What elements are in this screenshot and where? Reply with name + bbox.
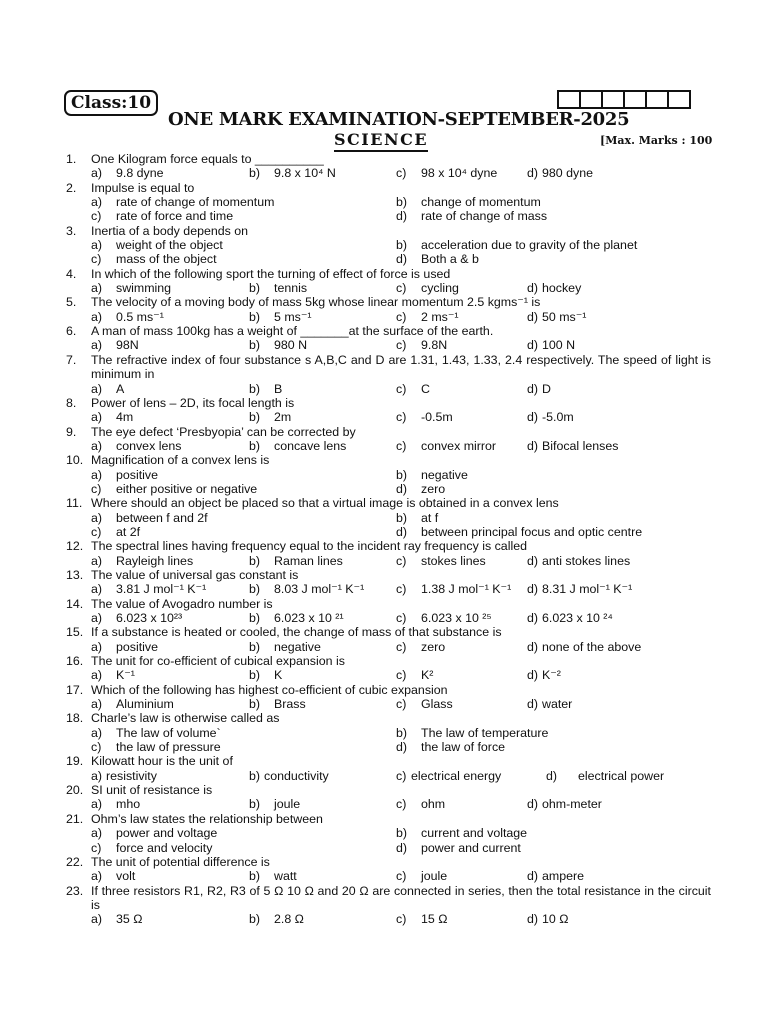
question-number: 13.	[66, 567, 84, 582]
option-text: 980 N	[274, 338, 308, 353]
option-letter: b)	[249, 768, 261, 783]
options-row	[0, 195, 768, 209]
question-text: SI unit of resistance is	[91, 783, 213, 798]
option-letter: a)	[91, 797, 103, 812]
question-number: 3.	[66, 223, 77, 238]
option-letter: c)	[396, 668, 407, 683]
option-letter: d)	[396, 481, 408, 496]
question-stem	[0, 597, 768, 611]
options-row	[0, 797, 768, 811]
question-text: Where should an object be placed so that a virtual image is obtained in a convex lens	[91, 496, 559, 511]
option-text: negative	[421, 467, 468, 482]
option-text: B	[274, 381, 283, 396]
option-letter: c)	[396, 281, 407, 296]
question-stem	[0, 654, 768, 668]
option-text: Rayleigh lines	[116, 553, 194, 568]
option-letter: c)	[91, 840, 102, 855]
option-letter: d)	[396, 252, 408, 267]
option-text: anti stokes lines	[542, 553, 631, 568]
option-letter: c)	[396, 338, 407, 353]
options-row	[0, 611, 768, 625]
option-letter: a)	[91, 281, 103, 296]
option-text: 4m	[116, 410, 134, 425]
option-text: convex mirror	[421, 438, 497, 453]
option-text: volt	[116, 869, 136, 884]
option-letter: c)	[396, 553, 407, 568]
options-row	[0, 482, 768, 496]
option-letter: d)	[396, 209, 408, 224]
option-letter: c)	[396, 639, 407, 654]
option-letter: a)	[91, 912, 103, 927]
option-letter: a)	[91, 195, 103, 210]
option-text: C	[421, 381, 430, 396]
option-text: K⁻¹	[116, 668, 135, 683]
question-number: 11.	[66, 496, 83, 511]
option-text: positive	[116, 467, 159, 482]
question-number: 16.	[66, 654, 84, 669]
option-text: rate of force and time	[116, 209, 234, 224]
option-text: power and voltage	[116, 826, 218, 841]
option-letter: b)	[396, 510, 408, 525]
option-letter: a)	[91, 438, 103, 453]
option-text: The law of temperature	[421, 725, 549, 740]
option-text: 15 Ω	[421, 912, 448, 927]
option-text: 35 Ω	[116, 912, 143, 927]
register-number-box	[579, 90, 603, 109]
option-text: 2 ms⁻¹	[421, 309, 459, 324]
option-letter: d)	[527, 611, 539, 625]
option-text: power and current	[421, 840, 521, 855]
option-text: 6.023 x 10 ²⁵	[421, 611, 492, 625]
option-letter: d)	[396, 840, 408, 855]
question-stem	[0, 711, 768, 725]
option-text: between f and 2f	[116, 510, 208, 525]
option-text: 8.03 J mol⁻¹ K⁻¹	[274, 582, 365, 597]
question-stem	[0, 295, 768, 309]
option-text: K⁻²	[542, 668, 561, 683]
option-letter: b)	[249, 611, 261, 625]
option-letter: a)	[91, 166, 103, 181]
question-stem	[0, 754, 768, 768]
option-text: 8.31 J mol⁻¹ K⁻¹	[542, 582, 633, 597]
option-text: acceleration due to gravity of the planet	[421, 238, 638, 253]
option-text: resistivity	[106, 768, 157, 783]
option-letter: d)	[527, 338, 539, 353]
question-number: 1.	[66, 152, 77, 166]
option-letter: c)	[396, 768, 407, 783]
option-text: current and voltage	[421, 826, 528, 841]
option-letter: d)	[527, 912, 539, 927]
option-letter: a)	[91, 668, 103, 683]
options-row	[0, 310, 768, 324]
options-row	[0, 640, 768, 654]
question-stem	[0, 396, 768, 410]
question-number: 23.	[66, 883, 84, 898]
option-letter: c)	[91, 209, 102, 224]
question-number: 4.	[66, 266, 77, 281]
option-letter: a)	[91, 381, 103, 396]
question-number: 15.	[66, 625, 84, 640]
options-row	[0, 769, 768, 783]
option-letter: d)	[527, 410, 539, 425]
exam-title: ONE MARK EXAMINATION-SEPTEMBER-2025	[168, 109, 630, 130]
question-number: 18.	[66, 711, 84, 726]
question-number: 19.	[66, 754, 84, 769]
question-stem	[0, 855, 768, 869]
option-letter: a)	[91, 582, 103, 597]
question-stem	[0, 496, 768, 510]
options-row	[0, 338, 768, 352]
option-letter: a)	[91, 611, 103, 625]
question-stem	[0, 224, 768, 238]
option-letter: d)	[396, 740, 408, 755]
question-number: 22.	[66, 854, 84, 869]
option-letter: d)	[527, 639, 539, 654]
question-text: Inertia of a body depends on	[91, 223, 249, 238]
option-letter: a)	[91, 338, 103, 353]
option-text: water	[542, 697, 573, 712]
option-text: positive	[116, 639, 159, 654]
option-letter: b)	[396, 826, 408, 841]
option-text: ohm-meter	[542, 797, 602, 812]
option-text: electrical energy	[411, 768, 502, 783]
option-letter: a)	[91, 869, 103, 884]
option-text: rate of change of momentum	[116, 195, 275, 210]
option-text: 9.8N	[421, 338, 448, 353]
question-text: The value of Avogadro number is	[91, 596, 273, 611]
option-text: 98N	[116, 338, 139, 353]
option-text: Brass	[274, 697, 306, 712]
options-row	[0, 740, 768, 754]
max-marks: [Max. Marks : 100	[600, 134, 713, 147]
register-number-box	[667, 90, 691, 109]
option-letter: b)	[249, 381, 261, 396]
options-row	[0, 511, 768, 525]
question-number: 21.	[66, 811, 84, 826]
options-row	[0, 252, 768, 266]
question-stem	[0, 324, 768, 338]
option-letter: d)	[527, 797, 539, 812]
options-row	[0, 468, 768, 482]
option-letter: c)	[396, 438, 407, 453]
option-letter: c)	[396, 912, 407, 927]
option-text: mho	[116, 797, 141, 812]
options-row	[0, 697, 768, 711]
question-stem	[0, 353, 768, 382]
option-text: at 2f	[116, 524, 141, 539]
question-stem	[0, 812, 768, 826]
option-text: 980 dyne	[542, 166, 593, 181]
option-text: the law of force	[421, 740, 506, 755]
question-list	[0, 152, 768, 927]
option-letter: a)	[91, 553, 103, 568]
option-letter: b)	[249, 166, 261, 181]
question-stem	[0, 267, 768, 281]
question-text: Charle’s law is otherwise called as	[91, 711, 280, 726]
question-stem	[0, 884, 768, 913]
option-letter: c)	[91, 740, 102, 755]
question-text: In which of the following sport the turning of effect of force is used	[91, 266, 451, 281]
option-text: ohm	[421, 797, 446, 812]
question-number: 12.	[66, 539, 84, 554]
register-number-boxes	[557, 90, 691, 109]
option-letter: c)	[396, 697, 407, 712]
option-text: either positive or negative	[116, 481, 258, 496]
question-number: 8.	[66, 395, 77, 410]
question-text: The unit of potential difference is	[91, 854, 270, 869]
option-text: tennis	[274, 281, 308, 296]
option-letter: b)	[249, 338, 261, 353]
option-text: K	[274, 668, 283, 683]
question-text: Which of the following has highest co-efficient of cubic expansion	[91, 682, 448, 697]
option-letter: c)	[396, 381, 407, 396]
question-number: 6.	[66, 324, 77, 339]
options-row	[0, 841, 768, 855]
option-letter: b)	[249, 797, 261, 812]
options-row	[0, 668, 768, 682]
option-text: swimming	[116, 281, 172, 296]
option-text: 3.81 J mol⁻¹ K⁻¹	[116, 582, 207, 597]
question-text: Kilowatt hour is the unit of	[91, 754, 233, 769]
option-letter: d)	[527, 582, 539, 597]
option-letter: b)	[249, 697, 261, 712]
option-letter: d)	[396, 524, 408, 539]
options-row	[0, 582, 768, 596]
class-badge: Class:10	[64, 90, 158, 116]
option-text: 6.023 x 10 ²¹	[274, 611, 344, 625]
question-text: The eye defect ‘Presbyopia’ can be corrected by	[91, 424, 356, 439]
question-text: Magnification of a convex lens is	[91, 453, 270, 468]
option-letter: a)	[91, 467, 103, 482]
option-text: 0.5 ms⁻¹	[116, 309, 164, 324]
option-text: conductivity	[264, 768, 329, 783]
option-letter: d)	[527, 668, 539, 683]
option-text: A	[116, 381, 125, 396]
option-text: concave lens	[274, 438, 347, 453]
option-text: -0.5m	[421, 410, 453, 425]
question-stem	[0, 453, 768, 467]
option-letter: b)	[396, 467, 408, 482]
option-letter: c)	[396, 611, 407, 625]
option-text: change of momentum	[421, 195, 541, 210]
option-text: at f	[421, 510, 439, 525]
option-letter: c)	[396, 797, 407, 812]
question-number: 14.	[66, 596, 84, 611]
option-letter: b)	[249, 912, 261, 927]
option-letter: b)	[396, 238, 408, 253]
option-text: negative	[274, 639, 321, 654]
option-text: stokes lines	[421, 553, 486, 568]
options-row	[0, 382, 768, 396]
option-text: 2.8 Ω	[274, 912, 304, 927]
option-text: cycling	[421, 281, 459, 296]
option-letter: a)	[91, 639, 103, 654]
question-text: The spectral lines having frequency equal to the incident ray frequency is called	[91, 539, 527, 554]
question-text: One Kilogram force equals to __________	[91, 152, 324, 166]
question-stem	[0, 425, 768, 439]
option-text: the law of pressure	[116, 740, 221, 755]
option-letter: d)	[527, 697, 539, 712]
option-letter: d)	[527, 869, 539, 884]
option-text: Bifocal lenses	[542, 438, 619, 453]
option-text: 1.38 J mol⁻¹ K⁻¹	[421, 582, 512, 597]
option-letter: a)	[91, 826, 103, 841]
option-letter: c)	[91, 524, 102, 539]
question-text: The value of universal gas constant is	[91, 567, 299, 582]
option-text: ampere	[542, 869, 585, 884]
question-text: Impulse is equal to	[91, 180, 195, 195]
question-stem	[0, 181, 768, 195]
option-letter: b)	[249, 553, 261, 568]
option-text: convex lens	[116, 438, 182, 453]
option-letter: c)	[91, 481, 102, 496]
option-text: 10 Ω	[542, 912, 569, 927]
option-text: electrical power	[578, 768, 665, 783]
option-text: joule	[274, 797, 301, 812]
option-letter: b)	[249, 281, 261, 296]
option-letter: a)	[91, 768, 103, 783]
option-text: between principal focus and optic centre	[421, 524, 643, 539]
question-text: The unit for co-efficient of cubical expansion is	[91, 654, 345, 669]
subject-title: SCIENCE	[334, 131, 428, 152]
option-text: The law of volume`	[116, 725, 221, 740]
option-letter: b)	[396, 725, 408, 740]
register-number-box	[601, 90, 625, 109]
question-number: 17.	[66, 682, 84, 697]
option-text: 100 N	[542, 338, 576, 353]
option-letter: d)	[546, 768, 558, 783]
option-text: 50 ms⁻¹	[542, 309, 587, 324]
option-letter: d)	[527, 281, 539, 296]
option-letter: b)	[249, 582, 261, 597]
question-text: A man of mass 100kg has a weight of _______at the surface of the earth.	[91, 324, 494, 339]
option-text: force and velocity	[116, 840, 213, 855]
options-row	[0, 869, 768, 883]
options-row	[0, 410, 768, 424]
question-text: Power of lens – 2D, its focal length is	[91, 395, 295, 410]
option-text: none of the above	[542, 639, 642, 654]
question-stem	[0, 539, 768, 553]
option-letter: b)	[249, 668, 261, 683]
options-row	[0, 238, 768, 252]
option-text: rate of change of mass	[421, 209, 548, 224]
option-text: K²	[421, 668, 434, 683]
option-letter: d)	[527, 438, 539, 453]
option-text: 9.8 dyne	[116, 166, 164, 181]
option-letter: c)	[396, 869, 407, 884]
question-text: Ohm’s law states the relationship between	[91, 811, 323, 826]
option-text: Raman lines	[274, 553, 343, 568]
option-letter: c)	[396, 166, 407, 181]
question-number: 2.	[66, 180, 77, 195]
question-stem	[0, 568, 768, 582]
options-row	[0, 912, 768, 926]
options-row	[0, 554, 768, 568]
options-row	[0, 525, 768, 539]
option-text: mass of the object	[116, 252, 217, 267]
question-number: 9.	[66, 424, 77, 439]
register-number-box	[557, 90, 581, 109]
question-stem	[0, 152, 768, 166]
option-text: 6.023 x 10 ²⁴	[542, 611, 613, 625]
question-text: The velocity of a moving body of mass 5kg whose linear momentum 2.5 kgms⁻¹ is	[91, 295, 541, 310]
option-letter: b)	[249, 869, 261, 884]
option-letter: a)	[91, 410, 103, 425]
option-letter: b)	[249, 438, 261, 453]
question-number: 5.	[66, 295, 77, 310]
option-letter: d)	[527, 309, 539, 324]
question-text: If three resistors R1, R2, R3 of 5 Ω 10 Ω and 20 Ω are connected in series, then the total resistance in the circuit is	[91, 883, 711, 912]
option-text: zero	[421, 481, 446, 496]
option-letter: b)	[249, 410, 261, 425]
option-letter: c)	[396, 309, 407, 324]
options-row	[0, 281, 768, 295]
option-letter: a)	[91, 697, 103, 712]
option-letter: c)	[396, 410, 407, 425]
options-row	[0, 826, 768, 840]
option-text: D	[542, 381, 551, 396]
question-number: 20.	[66, 783, 84, 798]
option-text: zero	[421, 639, 446, 654]
option-text: -5.0m	[542, 410, 574, 425]
register-number-box	[623, 90, 647, 109]
option-letter: c)	[396, 582, 407, 597]
option-letter: b)	[396, 195, 408, 210]
question-number: 7.	[66, 352, 77, 367]
option-letter: c)	[91, 252, 102, 267]
option-text: 2m	[274, 410, 292, 425]
option-text: 9.8 x 10⁴ N	[274, 166, 336, 181]
option-text: Both a & b	[421, 252, 479, 267]
option-letter: b)	[249, 309, 261, 324]
question-text: If a substance is heated or cooled, the change of mass of that substance is	[91, 625, 502, 640]
option-letter: d)	[527, 381, 539, 396]
option-letter: b)	[249, 639, 261, 654]
option-text: Aluminium	[116, 697, 174, 712]
question-text: The refractive index of four substance s A,B,C and D are 1.31, 1.43, 1.33, 2.4 respectively. The speed of light is minimum in	[91, 352, 711, 382]
question-number: 10.	[66, 453, 84, 468]
option-text: Glass	[421, 697, 453, 712]
options-row	[0, 439, 768, 453]
option-letter: a)	[91, 725, 103, 740]
option-text: 5 ms⁻¹	[274, 309, 312, 324]
options-row	[0, 209, 768, 223]
option-text: joule	[421, 869, 448, 884]
option-letter: a)	[91, 309, 103, 324]
option-text: 6.023 x 10²³	[116, 611, 183, 625]
question-stem	[0, 783, 768, 797]
options-row	[0, 166, 768, 180]
option-letter: a)	[91, 238, 103, 253]
register-number-box	[645, 90, 669, 109]
options-row	[0, 726, 768, 740]
option-text: hockey	[542, 281, 582, 296]
question-stem	[0, 625, 768, 639]
question-stem	[0, 683, 768, 697]
option-letter: a)	[91, 510, 103, 525]
option-text: 98 x 10⁴ dyne	[421, 166, 498, 181]
option-text: watt	[274, 869, 297, 884]
option-text: weight of the object	[116, 238, 223, 253]
option-letter: d)	[527, 553, 539, 568]
option-letter: d)	[527, 166, 539, 181]
